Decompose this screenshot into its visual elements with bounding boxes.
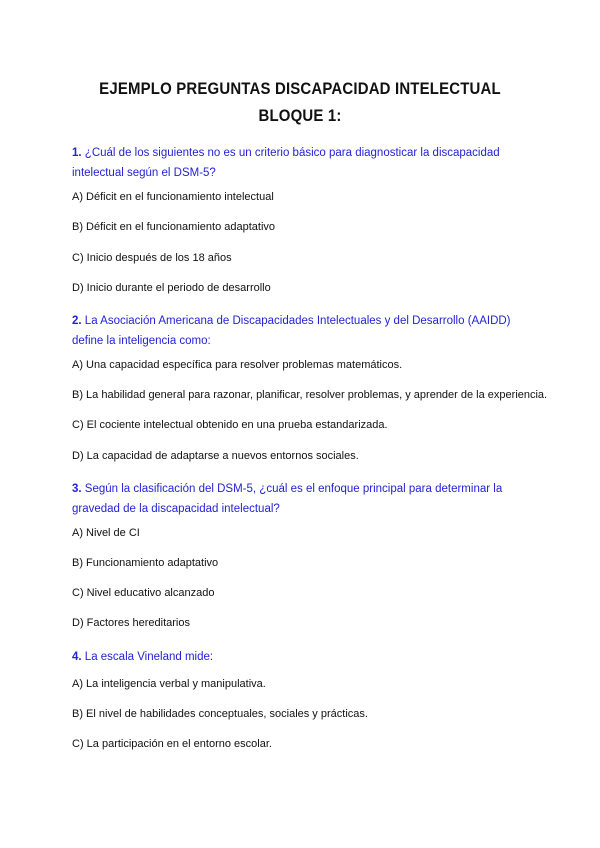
option-1c: C) Inicio después de los 18 años: [72, 252, 232, 264]
question-number: 3.: [72, 483, 82, 495]
option-4a: A) La inteligencia verbal y manipulativa.: [72, 678, 266, 690]
question-text: La escala Vineland mide:: [84, 651, 214, 663]
option-3c: C) Nivel educativo alcanzado: [72, 587, 215, 599]
block-heading: BLOQUE 1:: [258, 106, 342, 125]
question-text: Según la clasificación del DSM-5, ¿cuál es el enfoque principal para determinar la gravedad de la discapacidad intelectual?: [72, 483, 503, 515]
question-2: [72, 311, 532, 351]
question-4: [72, 647, 532, 667]
option-1d: D) Inicio durante el periodo de desarrollo: [72, 282, 271, 294]
option-2d: D) La capacidad de adaptarse a nuevos entornos sociales.: [72, 450, 359, 462]
page-title: EJEMPLO PREGUNTAS DISCAPACIDAD INTELECTUAL: [99, 79, 501, 98]
question-text: La Asociación Americana de Discapacidades Intelectuales y del Desarrollo (AAIDD) define la inteligencia como:: [72, 315, 511, 347]
option-2c: C) El cociente intelectual obtenido en una prueba estandarizada.: [72, 419, 388, 431]
question-number: 1.: [72, 147, 82, 159]
option-1a: A) Déficit en el funcionamiento intelectual: [72, 191, 274, 203]
option-3b: B) Funcionamiento adaptativo: [72, 557, 219, 569]
question-number: 4.: [72, 651, 82, 663]
option-2a: A) Una capacidad específica para resolver problemas matemáticos.: [72, 359, 403, 371]
question-1: [72, 143, 532, 183]
option-4b: B) El nivel de habilidades conceptuales, sociales y prácticas.: [72, 708, 368, 720]
question-text: ¿Cuál de los siguientes no es un criterio básico para diagnosticar la discapacidad intelectual según el DSM-5?: [72, 147, 500, 179]
option-3d: D) Factores hereditarios: [72, 617, 190, 629]
question-3: [72, 479, 532, 519]
option-1b: B) Déficit en el funcionamiento adaptativo: [72, 221, 276, 233]
option-2b: B) La habilidad general para razonar, planificar, resolver problemas, y aprender de la experiencia.: [72, 389, 548, 401]
option-3a: A) Nivel de CI: [72, 527, 140, 539]
question-number: 2.: [72, 315, 82, 327]
option-4c: C) La participación en el entorno escolar.: [72, 738, 272, 750]
